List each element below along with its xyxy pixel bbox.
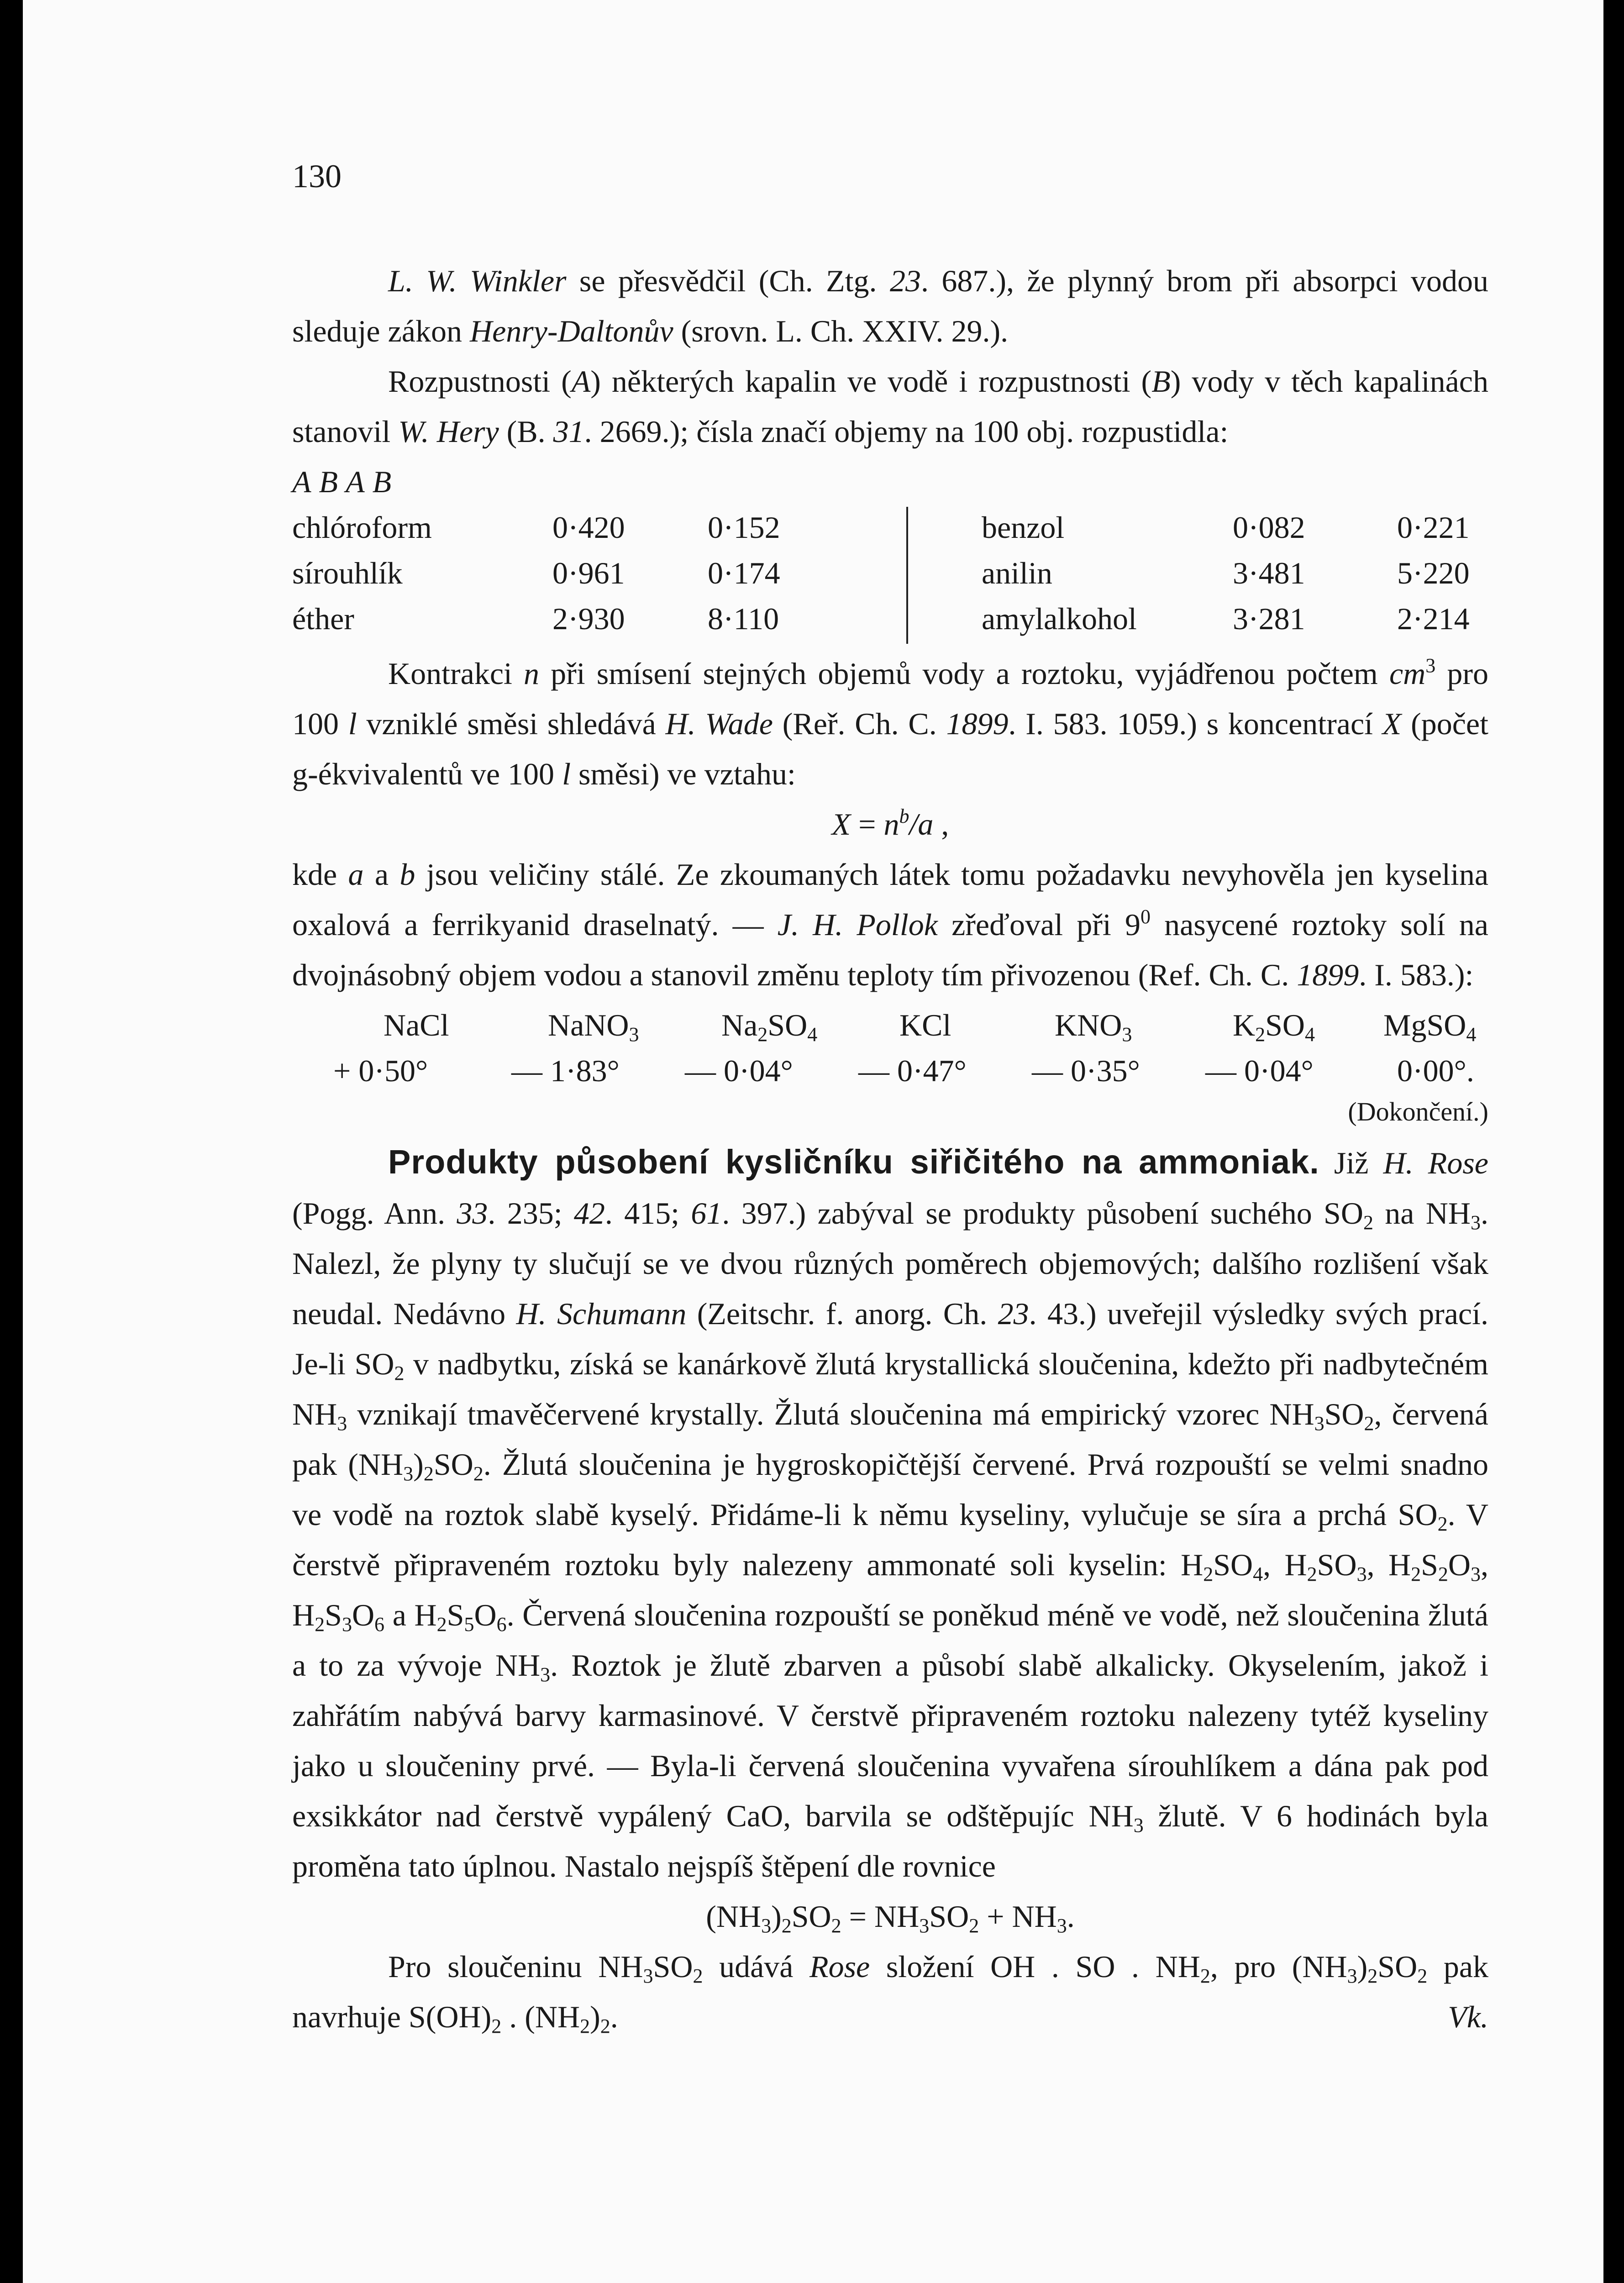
text-run: SO [791,1899,831,1934]
text-run: O [474,1598,497,1632]
text-run: a H [384,1598,437,1632]
text: . I. 583.): [1359,957,1474,992]
solvent-name: amylalkohol [982,601,1137,636]
text-run: 2 [1307,1563,1317,1585]
ref-volume: 23 [998,1296,1029,1331]
text-run: 3 [540,1663,551,1686]
text: . I. 583. 1059.) s koncentrací [1008,706,1382,741]
text-run: 3 [1347,1965,1357,1987]
salt [721,1000,817,1050]
ref-volume: 33 [457,1196,488,1231]
author-name: H. Rose [1383,1146,1488,1180]
value-b: 0·152 [708,510,780,545]
superscript: b [899,805,909,827]
text: zřeďoval při 9 [937,907,1140,942]
text-run: 4 [1253,1563,1263,1585]
symbol: X [1382,706,1402,741]
value-a: 3·481 [1233,556,1305,590]
text-run: 2 [1363,1211,1373,1234]
text-run: KCl [899,1008,951,1042]
text-run: 2 [1417,1965,1428,1987]
text: Rozpustnosti ( [388,364,572,399]
text-run: 2 [831,1915,841,1937]
continuation-note: (Dokončení.) [1348,1097,1488,1126]
text-run: 2 [423,1462,434,1485]
text-run: 2 [693,1965,703,1987]
temp-change: + 0·50° [333,1053,428,1088]
year: 1899 [946,706,1009,741]
text: (B. [499,414,553,449]
text-run: . [1067,1899,1075,1934]
text: pro 100 [292,656,1488,741]
text-run: KNO [1055,1008,1122,1042]
text-run: 3 [761,1915,772,1937]
text-run: 2 [1364,1412,1374,1435]
text-run: 2 [473,1462,484,1485]
ref-volume: 31 [553,414,584,449]
col-b-left: B [319,464,338,499]
text-run: NaCl [384,1008,449,1042]
text-run: NaNO [548,1008,629,1042]
text: nasycené roztoky solí na dvojnásobný objem vodou a stanovil změnu teploty tím přivozenou (Ref. Ch. C. [292,907,1488,992]
value-a: 3·281 [1233,601,1305,636]
text-run: 2 [436,1613,447,1636]
text: kde [292,857,348,892]
text: ) některých kapalin ve vodě i rozpustnosti ( [590,364,1152,399]
salt [548,1000,639,1050]
text-run: , H [292,1547,1489,1632]
text-run: 3 [337,1412,347,1435]
text-run: 2 [491,2015,502,2037]
text: (Pogg. Ann. [292,1196,457,1231]
ref-volume: 61 [691,1196,722,1231]
text-run: 5 [464,1613,474,1636]
text-run: pak navrhuje S(OH) [292,1949,1488,2034]
unit: l [348,706,357,741]
value-b: 8·110 [708,601,779,636]
text-run: . Nalezl, že plyny ty slučují se ve dvou různých poměrech objemových; dalšího rozlišení však neudal. Nedávno [292,1196,1488,1331]
text-run: SO [1324,1397,1364,1431]
signature: Vk. [1448,1999,1488,2034]
text-run: . V čerstvě připraveném roztoku byly nalezeny ammonaté soli kyselin: H [292,1497,1488,1582]
text: . 397.) zabýval se produkty působení suchého SO [722,1196,1363,1231]
text-run: SO [929,1899,969,1934]
salt [899,1000,951,1050]
temperature-changes [292,1046,1488,1091]
text-run: žlutě. V 6 hodinách byla proměna tato úplnou. Nastalo nejspíš štěpení dle rovnice [292,1799,1488,1883]
value-a: 0·420 [552,510,625,545]
solvent-name: sírouhlík [292,556,403,590]
text-run: 3 [1471,1563,1481,1585]
solvent-name: anilin [982,556,1052,590]
text-run: O [352,1598,375,1632]
text-run: . Roztok je žlutě zbarven a působí slabě alkalicky. Okyselením, jakož i zahřátím nabývá barvy karmasinové. V čerstvě připraveném roztoku nalezeny tytéž kyseliny jako u sloučeniny prvé. — Byla-li červená sloučenina vyvařena sírouhlíkem a dána pak pod exsikkátor nad čerstvě vypálený CaO, barvila se odštěpujíc NH [292,1648,1488,1833]
author-name: H. Wade [665,706,773,741]
section-heading: Produkty působení kysličníku siřičitého na ammoniak. [388,1143,1319,1181]
text-run: 3 [1122,1023,1132,1046]
col-a-left: A [292,464,311,499]
text-run: 4 [1305,1023,1315,1046]
text-run: S [1421,1547,1438,1582]
salt [1383,1000,1476,1050]
reaction-equation [292,1891,1488,1941]
value-b: 2·214 [1397,601,1470,636]
text-run: 3 [342,1613,352,1636]
symbol: n [524,656,540,691]
symbol: X [831,807,851,842]
text-run: 3 [1056,1915,1067,1937]
text-run: . [610,1999,618,2034]
value-b: 5·220 [1397,556,1470,590]
temp-change: — 0·04° [685,1053,793,1088]
text: (počet g-ékvivalentů ve 100 [292,706,1488,791]
year: 1899 [1297,957,1359,992]
text-run: ) [590,1999,600,2034]
value-a: 0·082 [1233,510,1305,545]
text: (srovn. L. Ch. XXIV. 29.). [673,314,1009,348]
text-run: 3 [403,1462,414,1485]
text-run: ) [413,1447,424,1482]
text: Kontrakci [388,656,524,691]
text: . 2669.); čísla značí objemy na 100 obj. rozpustidla: [584,414,1229,449]
temp-change: — 0·47° [858,1053,967,1088]
text-run: . 43.) uveřejil výsledky svých prací. Je-li SO [292,1296,1488,1381]
table-row [292,502,1488,548]
text-run: , H [1263,1547,1307,1582]
author-name: W. Hery [398,414,499,449]
symbol: B [1151,364,1171,399]
text-run: ) [1357,1949,1368,1984]
text-run: 2 [1255,1023,1266,1046]
text-run: 2 [781,1915,792,1937]
text-run: 6 [496,1613,507,1636]
paragraph-wade [292,648,1488,799]
col-a-right: A [346,464,365,499]
author-name: L. W. Winkler [388,263,567,298]
text-run: SO [1377,1949,1418,1984]
text-run: 2 [394,1362,405,1384]
text-run: , pro (NH [1210,1949,1347,1984]
solvent-name: chlóroform [292,510,432,545]
page [23,0,1603,2283]
symbol: A [571,364,591,399]
text-run: 3 [1356,1563,1367,1585]
text-run: 3 [643,1965,653,1987]
text-run: 2 [757,1023,768,1046]
text-run: . (NH [501,1999,580,2034]
unit: cm [1389,656,1426,691]
text-run: = [841,1899,875,1934]
salt [384,1000,449,1050]
col-b-right: B [372,464,392,499]
paragraph-hery [292,356,1488,457]
text-run: na NH [1373,1196,1471,1231]
salt-formulas [292,1000,1488,1046]
value-b: 0·221 [1397,510,1470,545]
text-run: NH [1012,1899,1057,1934]
text: při smísení stejných objemů vody a roztoku, vyjádřenou počtem [539,656,1389,691]
law-name: Henry-Daltonův [469,314,673,348]
superscript: 3 [1425,654,1436,677]
text: jsou veličiny stálé. Ze zkoumaných látek tomu požadavku nevyhověla jen kyselina oxalová a ferrikyanid draselnatý. — [292,857,1489,942]
text-run: 2 [1200,1965,1210,1987]
text: , [933,807,949,842]
text: . 235; [488,1196,574,1231]
text-run: SO [1317,1547,1357,1582]
temp-change: 0·00°. [1397,1053,1474,1088]
text-run: 2 [1411,1563,1421,1585]
text-run: SO [433,1447,473,1482]
text-run: S [325,1598,342,1632]
solvent-name: éther [292,601,354,636]
text-run: , H [1366,1547,1411,1582]
text-run: 2 [1437,1513,1448,1535]
value-a: 0·961 [552,556,625,590]
value-b: 0·174 [708,556,780,590]
text-run: SO [767,1008,808,1042]
text-run: 3 [1314,1412,1324,1435]
text-run: Na [721,1008,758,1042]
text-run: O [1448,1547,1471,1582]
text-run: K [1233,1008,1256,1042]
text-run: 2 [969,1915,979,1937]
text: se přesvědčil (Ch. Ztg. [566,263,890,298]
superscript: 0 [1140,905,1151,928]
table-row [292,594,1488,639]
text-run: složení OH . SO . NH [870,1949,1200,1984]
author-name: Rose [809,1949,870,1984]
text-run: 2 [315,1613,325,1636]
symbol: a [348,857,364,892]
text-run: . Žlutá sloučenina je hygroskopičtější červené. Prvá rozpouští se velmi snadno ve vodě na roztok slabě kyselý. Přidáme-li k němu kyseliny, vylučuje se síra a prchá SO [292,1447,1488,1532]
text: Již [1319,1146,1383,1180]
paragraph-winkler [292,256,1488,356]
text-run: 3 [919,1915,930,1937]
text-run: . Červená sloučenina rozpouští se poněkud méně ve vodě, než sloučenina žlutá a to za vývoje NH [292,1598,1488,1683]
temp-change: — 0·35° [1032,1053,1140,1088]
text-run: 3 [1470,1211,1481,1234]
text: směsi) ve vztahu: [570,757,796,791]
text: vzniklé směsi shledává [357,706,666,741]
text-run: 4 [807,1023,818,1046]
text-run: SO [1213,1547,1253,1582]
text-run: vznikají tmavěčervené krystally. Žlutá sloučenina má empirický vzorec NH [347,1397,1314,1431]
author-name: J. H. Pollok [777,907,938,942]
text-run: + [979,1899,1012,1934]
paragraph-final [292,1941,1488,2042]
solubility-table-header [292,457,1488,502]
ref-volume: 23 [889,263,921,298]
text-run: NH [874,1899,920,1934]
text-run: MgSO [1383,1008,1466,1042]
equation [292,799,1488,849]
symbol: /a [909,807,934,842]
table-row [292,548,1488,594]
text-run: 3 [1133,1814,1144,1836]
ref-volume: 42 [573,1196,605,1231]
text-run: 3 [629,1023,639,1046]
text-run: (NH [706,1899,762,1934]
value-a: 2·930 [552,601,625,636]
temp-change: — 1·83° [511,1053,620,1088]
text-run: SO [1265,1008,1305,1042]
text-run: 2 [1367,1965,1378,1987]
text: = [851,807,884,842]
author-name: H. Schumann [516,1296,687,1331]
text-run: 2 [1438,1563,1448,1585]
text-run: 4 [1466,1023,1477,1046]
temp-change: — 0·04° [1205,1053,1314,1088]
text-run: , červená pak (NH [292,1397,1488,1482]
text: ) vody v těch kapalinách stanovil [292,364,1488,449]
text-run: Pro sloučeninu NH [388,1949,643,1984]
solubility-table [292,502,1488,639]
paragraph-pollok [292,849,1488,1000]
text-run: S [447,1598,464,1632]
salt [1055,1000,1132,1050]
text-run: ) [771,1899,782,1934]
text-run: v nadbytku, získá se kanárkově žlutá krystallická sloučenina, kdežto při nadbytečném NH [292,1347,1488,1431]
text: a [363,857,400,892]
symbol: b [399,857,415,892]
text: . 415; [604,1196,691,1231]
text-run: SO [653,1949,693,1984]
unit: l [562,757,571,791]
solvent-name: benzol [982,510,1065,545]
paragraph-section [292,1137,1488,1891]
text-run: (Zeitschr. f. anorg. Ch. [686,1296,998,1331]
text: . 687.), že plynný brom při absorpci vodou sleduje zákon [292,263,1488,348]
page-number: 130 [292,158,342,195]
content [292,256,1488,2042]
text-run: 2 [580,2015,590,2037]
text-run: 6 [374,1613,385,1636]
text-run: 2 [600,2015,610,2037]
symbol: n [883,807,899,842]
text-run: udává [703,1949,810,1984]
text-run: 2 [1203,1563,1214,1585]
text: (Reř. Ch. C. [773,706,946,741]
salt [1233,1000,1315,1050]
